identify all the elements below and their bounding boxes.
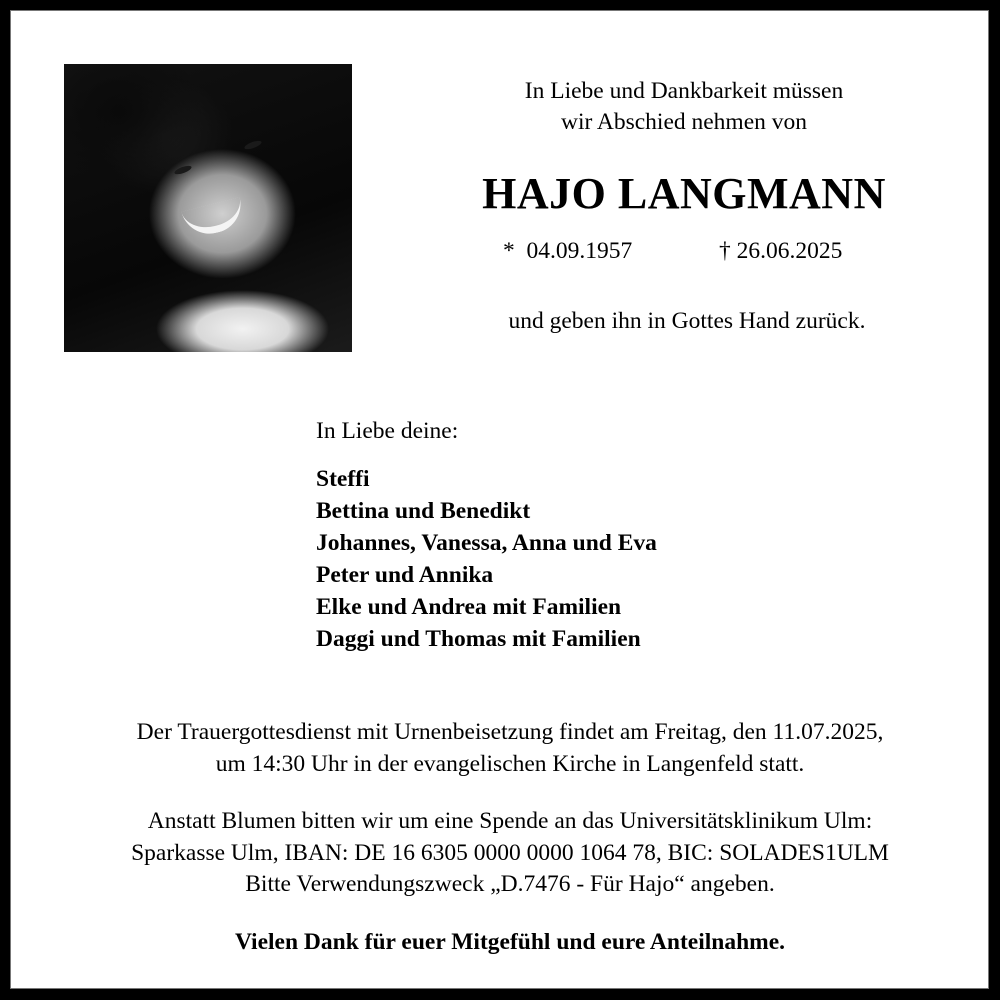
intro-text (456, 76, 912, 138)
birth-date (503, 236, 632, 266)
photo-smile (181, 197, 246, 240)
service-info (30, 716, 990, 780)
birth-date-value: 04.09.1957 (526, 238, 633, 264)
mourner-entry: Elke und Andrea mit Familien (316, 594, 622, 620)
service-line: Der Trauergottesdienst mit Urnenbeisetzung findet am Freitag, den 11.07.2025, (136, 719, 884, 745)
service-line: um 14:30 Uhr in der evangelischen Kirche in Langenfeld statt. (215, 751, 805, 777)
donation-info (30, 806, 990, 901)
obituary-notice (10, 10, 989, 989)
mourners-greeting: In Liebe deine: (316, 418, 459, 444)
mourner-entry: Daggi und Thomas mit Familien (316, 626, 641, 652)
portrait-photo (64, 64, 352, 352)
intro-line: wir Abschied nehmen von (560, 109, 808, 135)
deceased-name: HAJO LANGMANN (482, 169, 886, 218)
death-date (719, 236, 842, 266)
thanks-line: Vielen Dank für euer Mitgefühl und eure Anteilnahme. (234, 929, 786, 955)
mourner-entry: Steffi (316, 466, 370, 492)
intro-line: In Liebe und Dankbarkeit müssen (524, 78, 844, 104)
donation-reference: Bitte Verwendungszweck „D.7476 - Für Hajo“ angeben. (245, 871, 775, 897)
donation-line: Anstatt Blumen bitten wir um eine Spende an das Universitätsklinikum Ulm: (147, 808, 873, 834)
photo-eye-right (244, 139, 263, 151)
birth-star-icon: * (503, 238, 515, 264)
mourner-entry: Johannes, Vanessa, Anna und Eva (316, 530, 657, 556)
donation-bank-details: Sparkasse Ulm, IBAN: DE 16 6305 0000 0000 1064 78, BIC: SOLADES1ULM (131, 839, 889, 866)
mourner-entry: Peter und Annika (316, 562, 494, 588)
death-date-value: 26.06.2025 (736, 238, 843, 264)
mourners-list (316, 463, 657, 655)
mourner-entry: Bettina und Benedikt (316, 498, 531, 524)
closing-line: und geben ihn in Gottes Hand zurück. (508, 308, 866, 334)
death-cross-icon: † (719, 238, 731, 264)
